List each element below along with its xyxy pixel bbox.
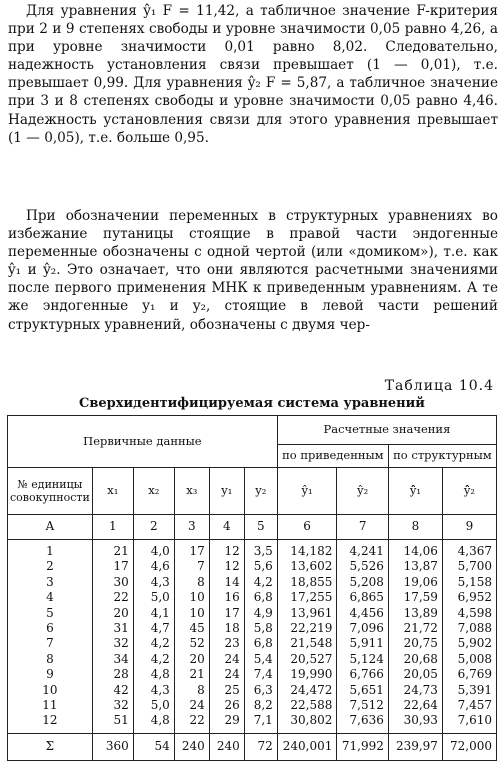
header-yhat1: ŷ₁ [277,468,337,515]
cell-x2-2: 4,6 [150,559,170,574]
cell-yhh2-2: 5,700 [457,559,492,574]
column-x2 [133,540,174,734]
cell-yhh2-10: 5,391 [457,682,492,697]
cell-x3-12: 22 [189,713,205,728]
index-cell: 7 [337,515,389,540]
cell-y2-12: 7,1 [253,713,273,728]
index-cell: 6 [277,515,337,540]
cell-n-2: 2 [46,559,54,574]
cell-yh1-11: 22,588 [290,698,333,713]
header-yhathat2: ŷ̂₂ [442,468,496,515]
cell-yhh1-7: 20,75 [403,636,438,651]
cell-x2-11: 5,0 [150,698,170,713]
index-cell: 4 [209,515,244,540]
sum-label: Σ [8,733,93,760]
cell-x3-2: 7 [197,559,205,574]
cell-yhh1-4: 17,59 [403,590,438,605]
index-cell: А [8,515,93,540]
cell-yh2-9: 6,766 [349,667,384,682]
cell-y1-7: 23 [224,636,240,651]
header-by-structural: по структурным [388,445,496,468]
cell-n-4: 4 [46,590,54,605]
column-yhat1 [277,540,337,734]
cell-n-11: 11 [42,698,58,713]
cell-y1-3: 14 [224,574,240,589]
cell-y2-6: 5,8 [253,621,273,636]
cell-x2-3: 4,3 [150,574,170,589]
cell-yh2-11: 7,512 [349,698,384,713]
cell-yh1-4: 17,255 [290,590,333,605]
header-computed: Расчетные значения [277,416,496,445]
header-x1: x₁ [92,468,133,515]
paragraph-f-test: Для уравнения ŷ₁ F = 11,42, а табличное значение F-критерия при 2 и 9 степенях свободы и уровне значимости 0,05 равно 4,26, а при уровне значимости 0,01 равно 8,02. Следовательно, надежность установления связи превышает (1 — 0,01), т.е. превышает 0,99. Для уравнения ŷ₂ F = 5,87, а табличное значение при 3 и 8 степенях свободы и уровне значимости 0,05 равно 4,46. Надежность установления связи для этого уравнения превышает (1 — 0,05), т.е. больше 0,95. [8,3,498,146]
cell-x1-1: 21 [113,544,129,558]
cell-y2-8: 5,4 [253,651,273,666]
sum-cell: 240 [209,733,244,760]
cell-yhh2-4: 6,952 [457,590,492,605]
header-yhat2: ŷ₂ [337,468,389,515]
cell-y1-6: 18 [224,621,240,636]
cell-yhh2-5: 4,598 [457,605,492,620]
index-cell: 8 [388,515,442,540]
index-cell: 2 [133,515,174,540]
cell-x3-11: 24 [189,698,205,713]
cell-n-7: 7 [46,636,54,651]
cell-x3-9: 21 [189,667,205,682]
cell-yh1-10: 24,472 [290,682,333,697]
header-unit-no: № единицы совокупности [8,468,93,515]
data-table [7,415,497,761]
cell-yh2-7: 5,911 [349,636,384,651]
cell-y2-5: 4,9 [253,605,273,620]
cell-x2-9: 4,8 [150,667,170,682]
index-cell: 1 [92,515,133,540]
cell-x2-7: 4,2 [150,636,170,651]
cell-yh2-2: 5,526 [349,559,384,574]
cell-yh2-8: 5,124 [349,651,384,666]
cell-yh1-9: 19,990 [290,667,333,682]
cell-x1-5: 20 [113,605,129,620]
cell-y2-11: 8,2 [253,698,273,713]
table-caption: Таблица 10.4 [384,378,494,394]
cell-yhh1-5: 13,89 [403,605,438,620]
cell-x1-9: 28 [113,667,129,682]
sum-cell: 72 [244,733,277,760]
cell-x1-8: 34 [113,651,129,666]
column-yhat2 [337,540,389,734]
sum-cell: 239,97 [388,733,442,760]
cell-x1-10: 42 [113,682,129,697]
cell-yhh2-11: 7,457 [457,698,492,713]
cell-yhh2-6: 7,088 [457,621,492,636]
cell-n-5: 5 [46,605,54,620]
cell-x2-1: 4,0 [150,544,170,558]
cell-x3-7: 52 [189,636,205,651]
cell-y2-2: 5,6 [253,559,273,574]
cell-y2-4: 6,8 [253,590,273,605]
cell-x1-2: 17 [113,559,129,574]
cell-x3-10: 8 [197,682,205,697]
cell-x2-10: 4,3 [150,682,170,697]
cell-x1-3: 30 [113,574,129,589]
cell-x1-7: 32 [113,636,129,651]
cell-n-12: 12 [42,713,58,728]
column-y1 [209,540,244,734]
cell-yh2-4: 6,865 [349,590,384,605]
cell-yhh2-9: 6,769 [457,667,492,682]
sum-cell: 71,992 [337,733,389,760]
cell-yhh2-3: 5,158 [457,574,492,589]
cell-n-1: 1 [46,544,54,558]
cell-yh1-8: 20,527 [290,651,333,666]
cell-n-10: 10 [42,682,58,697]
sum-cell: 240 [174,733,209,760]
cell-x2-12: 4,8 [150,713,170,728]
cell-x3-5: 10 [189,605,205,620]
column-y2 [244,540,277,734]
cell-y1-10: 25 [224,682,240,697]
cell-x1-12: 51 [113,713,129,728]
cell-x3-8: 20 [189,651,205,666]
cell-yh1-5: 13,961 [290,605,333,620]
cell-x1-4: 22 [113,590,129,605]
cell-yhh2-8: 5,008 [457,651,492,666]
cell-yhh1-3: 19,06 [403,574,438,589]
cell-x2-8: 4,2 [150,651,170,666]
cell-yh2-1: 4,241 [349,544,384,558]
cell-yhh1-9: 20,05 [403,667,438,682]
cell-yhh1-6: 21,72 [403,621,438,636]
cell-y1-2: 12 [224,559,240,574]
sum-cell: 240,001 [277,733,337,760]
cell-y2-10: 6,3 [253,682,273,697]
cell-n-6: 6 [46,621,54,636]
column-yhathat2 [442,540,496,734]
cell-x1-6: 31 [113,621,129,636]
cell-yh1-12: 30,802 [290,713,333,728]
sum-cell: 360 [92,733,133,760]
cell-x1-11: 32 [113,698,129,713]
cell-yh2-3: 5,208 [349,574,384,589]
cell-x3-1: 17 [189,544,205,558]
header-yhathat1: ŷ̂₁ [388,468,442,515]
cell-yhh1-11: 22,64 [403,698,438,713]
header-x3: x₃ [174,468,209,515]
sum-cell: 54 [133,733,174,760]
cell-y2-3: 4,2 [253,574,273,589]
cell-x2-5: 4,1 [150,605,170,620]
cell-yh2-6: 7,096 [349,621,384,636]
cell-yh1-6: 22,219 [290,621,333,636]
index-cell: 3 [174,515,209,540]
cell-x3-3: 8 [197,574,205,589]
table-title: Сверхидентифицируемая система уравнений [79,396,425,411]
cell-y1-4: 16 [224,590,240,605]
cell-yhh1-12: 30,93 [403,713,438,728]
cell-y1-1: 12 [224,544,240,558]
header-primary: Первичные данные [8,416,278,468]
column-unit-no [8,540,93,734]
cell-yh1-7: 21,548 [290,636,333,651]
cell-yhh2-1: 4,367 [457,544,492,558]
cell-x2-4: 5,0 [150,590,170,605]
paragraph-notation: При обозначении переменных в структурных уравнениях во избежание путаницы стоящие в правой части эндогенные переменные обозначены с одной чертой (или «домиком»), т.е. как ŷ₁ и ŷ₂. Это означает, что они являются расчетными значениями после первого применения МНК к приведенным уравнениям. А те же эндогенные y₁ и y₂, стоящие в левой части решений структурных уравнений, обозначены с двумя чер- [8,208,498,333]
cell-yh2-5: 4,456 [349,605,384,620]
cell-yhh1-1: 14,06 [403,544,438,558]
cell-y2-1: 3,5 [253,544,273,558]
cell-x3-6: 45 [189,621,205,636]
cell-x3-4: 10 [189,590,205,605]
cell-yh1-1: 14,182 [290,544,333,558]
cell-y1-5: 17 [224,605,240,620]
column-yhathat1 [388,540,442,734]
cell-yh1-2: 13,602 [290,559,333,574]
cell-yh2-10: 5,651 [349,682,384,697]
cell-n-9: 9 [46,667,54,682]
cell-yhh2-12: 7,610 [457,713,492,728]
column-x3 [174,540,209,734]
cell-yhh1-8: 20,68 [403,651,438,666]
cell-y1-12: 29 [224,713,240,728]
header-x2: x₂ [133,468,174,515]
header-y2: y₂ [244,468,277,515]
cell-yhh2-7: 5,902 [457,636,492,651]
cell-n-3: 3 [46,574,54,589]
cell-y1-11: 26 [224,698,240,713]
header-y1: y₁ [209,468,244,515]
sum-cell: 72,000 [442,733,496,760]
cell-yh1-3: 18,855 [290,574,333,589]
cell-yh2-12: 7,636 [349,713,384,728]
cell-yhh1-2: 13,87 [403,559,438,574]
cell-x2-6: 4,7 [150,621,170,636]
cell-y1-9: 24 [224,667,240,682]
cell-yhh1-10: 24,73 [403,682,438,697]
cell-y2-7: 6,8 [253,636,273,651]
index-cell: 5 [244,515,277,540]
column-x1 [92,540,133,734]
cell-y2-9: 7,4 [253,667,273,682]
cell-n-8: 8 [46,651,54,666]
index-cell: 9 [442,515,496,540]
cell-y1-8: 24 [224,651,240,666]
header-by-reduced: по приведенным [277,445,388,468]
